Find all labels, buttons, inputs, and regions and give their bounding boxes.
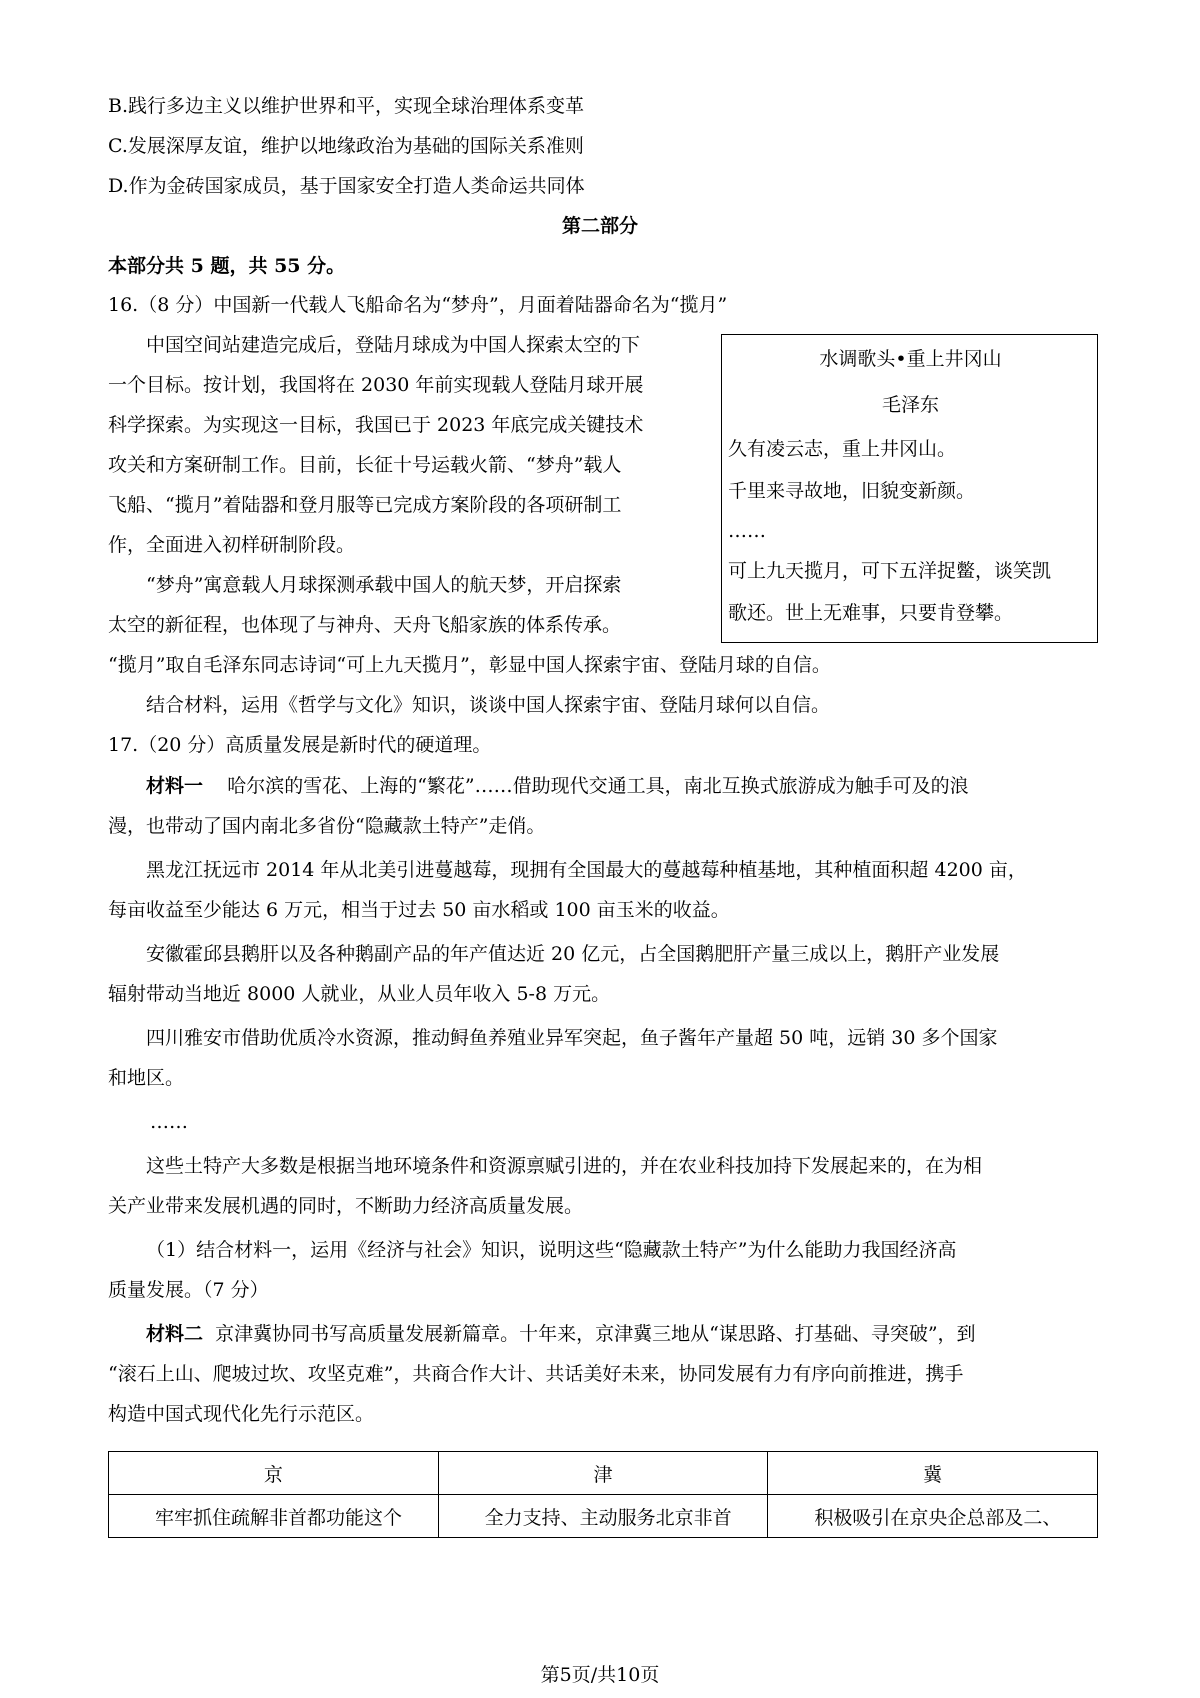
jingjinji-table (108, 1451, 1098, 1538)
material2-label: 材料二 (146, 1323, 204, 1345)
material1-label: 材料一 (146, 775, 204, 797)
q17-text-line: 黑龙江抚远市 2014 年从北美引进蔓越莓，现拥有全国最大的蔓越莓种植基地，其种植面积超 4200 亩， (146, 859, 1027, 881)
q16-para1-line: 中国空间站建造完成后，登陆月球成为中国人探索太空的下 (146, 334, 641, 356)
q17-text-line: 每亩收益至少能达 6 万元，相当于过去 50 亩水稻或 100 亩玉米的收益。 (108, 899, 730, 921)
q16-para1-line: 飞船、“揽月”着陆器和登月服等已完成方案阶段的各项研制工 (108, 494, 622, 516)
table-header-cell: 津 (438, 1452, 768, 1495)
material2-text: 京津冀协同书写高质量发展新篇章。十年来，京津冀三地从“谋思路、打基础、寻突破”，到 (215, 1323, 976, 1345)
q16-para2-line: “梦舟”寓意载人月球探测承载中国人的航天梦，开启探索 (146, 574, 622, 596)
option-b: B.践行多边主义以维护世界和平，实现全球治理体系变革 (108, 95, 585, 117)
q17-sub1: 质量发展。（7 分） (108, 1279, 269, 1301)
poem-box (721, 334, 1098, 643)
q17-material1-line (146, 772, 969, 800)
q17-stem: 17.（20 分）高质量发展是新时代的硬道理。 (108, 734, 492, 756)
table-cell: 全力支持、主动服务北京非首 (438, 1495, 768, 1538)
option-d: D.作为金砖国家成员，基于国家安全打造人类命运共同体 (108, 175, 585, 197)
q16-para2-line: 太空的新征程，也体现了与神舟、天舟飞船家族的体系传承。 (108, 614, 622, 636)
q17-text-line: 四川雅安市借助优质冷水资源，推动鲟鱼养殖业异军突起，鱼子酱年产量超 50 吨，远销 30 多个国家 (146, 1027, 998, 1049)
poem-line: 千里来寻故地，旧貌变新颜。 (728, 480, 976, 502)
q16-question: 结合材料，运用《哲学与文化》知识，谈谈中国人探索宇宙、登陆月球何以自信。 (146, 694, 831, 716)
table-header-cell: 京 (109, 1452, 439, 1495)
poem-title: 水调歌头•重上井冈山 (819, 348, 1002, 370)
table-cell: 牢牢抓住疏解非首都功能这个 (109, 1495, 439, 1538)
q17-text-line: “滚石上山、爬坡过坎、攻坚克难”，共商合作大计、共话美好未来，协同发展有力有序向前推进，携手 (108, 1363, 964, 1385)
table-header-row (109, 1452, 1098, 1495)
q16-stem: 16.（8 分）中国新一代载人飞船命名为“梦舟”，月面着陆器命名为“揽月” (108, 294, 728, 316)
q17-text-line: 关产业带来发展机遇的同时，不断助力经济高质量发展。 (108, 1195, 584, 1217)
q17-text-line: 辐射带动当地近 8000 人就业，从业人员年收入 5-8 万元。 (108, 983, 611, 1005)
poem-ellipsis: …… (728, 520, 766, 542)
q17-text-line: 和地区。 (108, 1067, 185, 1089)
poem-author: 毛泽东 (881, 394, 939, 416)
table-row (109, 1495, 1098, 1538)
poem-line: 歌还。世上无难事，只要肯登攀。 (728, 602, 1014, 624)
q16-para1-line: 一个目标。按计划，我国将在 2030 年前实现载人登陆月球开展 (108, 374, 644, 396)
q17-ellipsis: …… (150, 1111, 188, 1133)
poem-line: 可上九天揽月，可下五洋捉鳖，谈笑凯 (728, 560, 1052, 582)
table-cell: 积极吸引在京央企总部及二、 (768, 1495, 1098, 1538)
q17-sub1: （1）结合材料一，运用《经济与社会》知识，说明这些“隐藏款土特产”为什么能助力我国经济高 (146, 1239, 957, 1261)
q16-para2-line: “揽月”取自毛泽东同志诗词“可上九天揽月”，彰显中国人探索宇宙、登陆月球的自信。 (108, 654, 831, 676)
q17-text-line: 构造中国式现代化先行示范区。 (108, 1403, 375, 1425)
section-note: 本部分共 5 题，共 55 分。 (108, 255, 346, 277)
q17-text-line: 这些土特产大多数是根据当地环境条件和资源禀赋引进的，并在农业科技加持下发展起来的，在为相 (146, 1155, 983, 1177)
q16-para1-line: 攻关和方案研制工作。目前，长征十号运载火箭、“梦舟”载人 (108, 454, 622, 476)
poem-line: 久有凌云志，重上井冈山。 (728, 438, 957, 460)
option-c: C.发展深厚友谊，维护以地缘政治为基础的国际关系准则 (108, 135, 584, 157)
table-header-cell: 冀 (768, 1452, 1098, 1495)
section-title: 第二部分 (561, 215, 638, 237)
q16-para1-line: 作，全面进入初样研制阶段。 (108, 534, 356, 556)
q17-material2-line (146, 1320, 976, 1348)
q17-text-line: 安徽霍邱县鹅肝以及各种鹅副产品的年产值达近 20 亿元，占全国鹅肥肝产量三成以上，鹅肝产业发展 (146, 943, 1000, 965)
material1-text: 哈尔滨的雪花、上海的“繁花”……借助现代交通工具，南北互换式旅游成为触手可及的浪 (227, 775, 969, 797)
q16-para1-line: 科学探索。为实现这一目标，我国已于 2023 年底完成关键技术 (108, 414, 644, 436)
page-footer: 第5页/共10页 (540, 1664, 660, 1686)
q17-text-line: 漫，也带动了国内南北多省份“隐藏款土特产”走俏。 (108, 815, 546, 837)
